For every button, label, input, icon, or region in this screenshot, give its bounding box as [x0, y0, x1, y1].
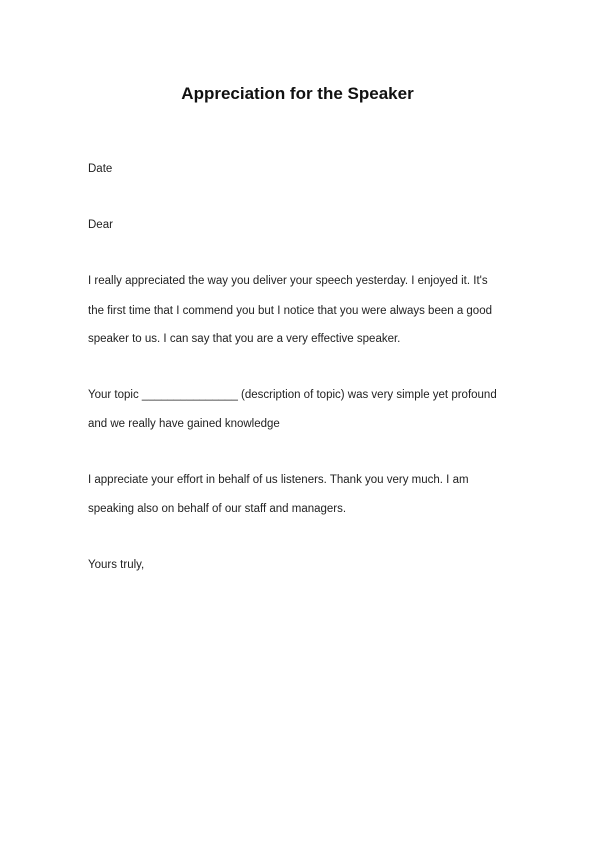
salutation: Dear: [88, 219, 113, 231]
paragraph-2-line-2: and we really have gained knowledge: [88, 418, 280, 430]
paragraph-3-line-2: speaking also on behalf of our staff and managers.: [88, 503, 347, 515]
paragraph-1-line-1: I really appreciated the way you deliver your speech yesterday. I enjoyed it. It's: [88, 275, 488, 287]
paragraph-1-line-2: the first time that I commend you but I notice that you were always been a good: [88, 305, 492, 317]
closing: Yours truly,: [88, 559, 145, 571]
paragraph-1-line-3: speaker to us. I can say that you are a very effective speaker.: [88, 333, 401, 345]
date-label: Date: [88, 163, 113, 175]
letter-title: Appreciation for the Speaker: [181, 84, 414, 103]
paragraph-3-line-1: I appreciate your effort in behalf of us listeners. Thank you very much. I am: [88, 474, 469, 486]
paragraph-2-line-1: Your topic _______________ (description of topic) was very simple yet profound: [88, 389, 497, 401]
